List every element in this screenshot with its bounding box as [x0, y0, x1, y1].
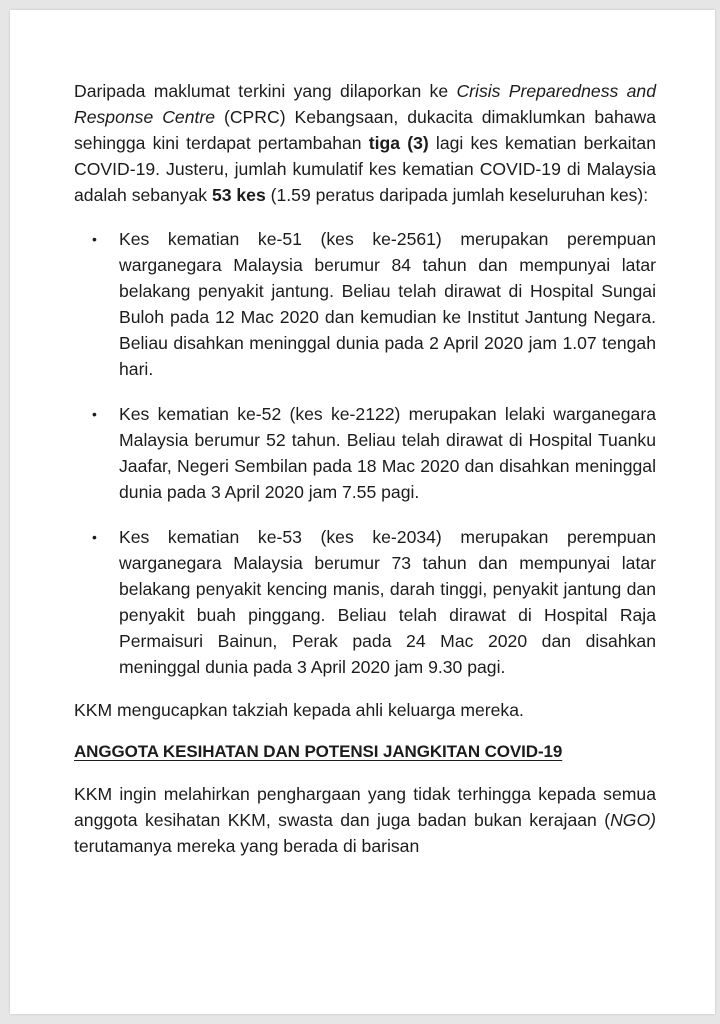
death-case-item	[74, 226, 656, 382]
intro-paragraph	[74, 78, 656, 208]
document-content	[74, 78, 656, 859]
death-case-item	[74, 524, 656, 680]
death-case-text: Kes kematian ke-52 (kes ke-2122) merupakan lelaki warganegara Malaysia berumur 52 tahun. Beliau telah dirawat di Hospital Tuanku Jaafar, Negeri Sembilan pada 18 Mac 2020 dan disahkan meninggal dunia pada 3 April 2020 jam 7.55 pagi.	[119, 404, 656, 502]
section-text-1: KKM ingin melahirkan penghargaan yang tidak terhingga kepada semua anggota kesihatan KKM, swasta dan juga badan bukan kerajaan (	[74, 784, 656, 830]
death-cases-list	[74, 226, 656, 680]
intro-total-deaths: 53 kes	[211, 185, 266, 205]
intro-text-5: lagi kes kematian berkaitan COVID-19. Justeru, jumlah kumulatif kes kematian COVID-19 di Malaysia adalah sebanyak	[74, 133, 657, 205]
bullet-icon: •	[92, 406, 97, 422]
intro-cprc-name: Crisis Preparedness and Response Centre	[74, 81, 656, 127]
condolence-paragraph: KKM mengucapkan takziah kepada ahli keluarga mereka.	[74, 700, 524, 720]
bullet-icon: •	[92, 231, 97, 247]
intro-new-deaths-count: tiga (3)	[368, 133, 429, 153]
death-case-text: Kes kematian ke-53 (kes ke-2034) merupakan perempuan warganegara Malaysia berumur 73 tahun dan mempunyai latar belakang penyakit kencing manis, darah tinggi, penyakit jantung dan penyakit buah pinggang. Beliau telah dirawat di Hospital Raja Permaisuri Bainun, Perak pada 24 Mac 2020 dan disahkan meninggal dunia pada 3 April 2020 jam 9.30 pagi.	[119, 527, 656, 677]
intro-text-7: (1.59 peratus daripada jumlah keseluruhan kes):	[265, 185, 649, 205]
section-heading: ANGGOTA KESIHATAN DAN POTENSI JANGKITAN COVID-19	[74, 742, 563, 761]
death-case-text: Kes kematian ke-51 (kes ke-2561) merupakan perempuan warganegara Malaysia berumur 84 tahun dan mempunyai latar belakang penyakit jantung. Beliau telah dirawat di Hospital Sungai Buloh pada 12 Mac 2020 dan kemudian ke Institut Jantung Negara. Beliau disahkan meninggal dunia pada 2 April 2020 jam 1.07 tengah hari.	[119, 229, 656, 379]
bullet-icon: •	[92, 529, 97, 545]
section-ngo-abbrev: NGO)	[610, 810, 656, 830]
section-text-3: terutamanya mereka yang berada di barisan	[74, 836, 420, 856]
section-paragraph	[74, 781, 656, 859]
intro-text-3: (CPRC) Kebangsaan, dukacita dimaklumkan bahawa sehingga kini terdapat pertambahan	[74, 107, 656, 153]
document-page	[10, 10, 715, 1014]
death-case-item	[74, 401, 656, 505]
intro-text-1: Daripada maklumat terkini yang dilaporkan ke	[74, 81, 457, 101]
